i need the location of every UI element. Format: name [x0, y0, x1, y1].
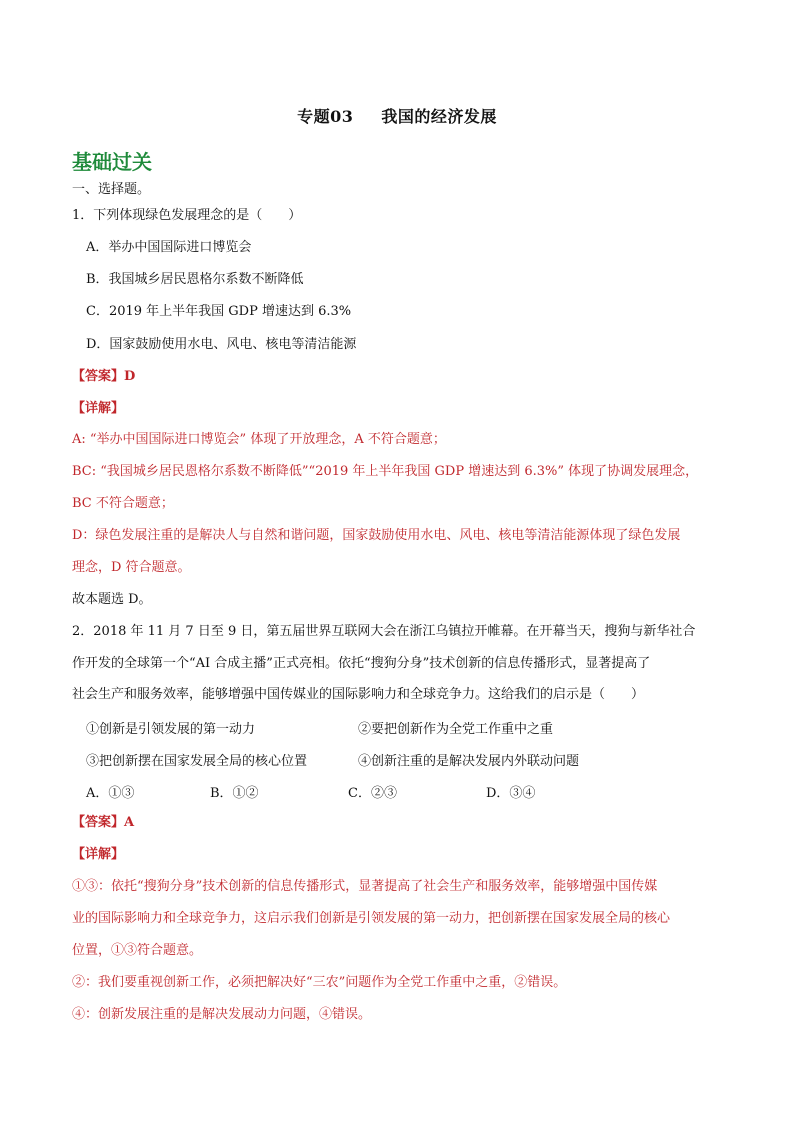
q2-option-c: C．②③ — [348, 786, 397, 801]
q1-detail-line: A: “举办中国国际进口博览会” 体现了开放理念，A 不符合题意； — [72, 432, 446, 447]
q1-option-d: D．国家鼓励使用水电、风电、核电等清洁能源 — [86, 337, 357, 352]
topic-title: 我国的经济发展 — [381, 107, 497, 126]
part-label: 一、选择题。 — [72, 182, 151, 197]
q2-statement-4: ④创新注重的是解决发展内外联动问题 — [358, 754, 580, 769]
page-title — [0, 104, 794, 127]
q2-statement-1: ①创新是引领发展的第一动力 — [86, 722, 256, 737]
answer-value: A — [124, 815, 135, 830]
q2-stem-line: 社会生产和服务效率，能够增强中国传媒业的国际影响力和全球竞争力。这给我们的启示是（ ） — [72, 687, 645, 702]
q1-stem: 1．下列体现绿色发展理念的是（ ） — [72, 208, 302, 223]
q2-detail-line: ①③：依托“搜狗分身”技术创新的信息传播形式，显著提高了社会生产和服务效率，能够增强中国传媒 — [72, 879, 658, 894]
q2-statement-3: ③把创新摆在国家发展全局的核心位置 — [86, 754, 308, 769]
q1-detail-line: D：绿色发展注重的是解决人与自然和谐问题，国家鼓励使用水电、风电、核电等清洁能源体现了绿色发展 — [72, 528, 681, 543]
q2-statement-2: ②要把创新作为全党工作重中之重 — [358, 722, 554, 737]
q1-detail-line: BC: “我国城乡居民恩格尔系数不断降低”“2019 年上半年我国 GDP 增速达到 6.3%” 体现了协调发展理念， — [72, 464, 699, 479]
q2-detail-tag — [72, 846, 124, 864]
q2-detail-line: 业的国际影响力和全球竞争力，这启示我们创新是引领发展的第一动力，把创新摆在国家发展全局的核心 — [72, 911, 671, 926]
q2-option-b: B．①② — [210, 786, 259, 801]
q2-option-a: A．①③ — [86, 786, 135, 801]
q2-detail-line: 位置，①③符合题意。 — [72, 943, 203, 958]
q1-answer — [72, 368, 135, 386]
q2-option-d: D．③④ — [486, 786, 536, 801]
section-title: 基础过关 — [72, 150, 152, 174]
q1-detail-line: 理念，D 符合题意。 — [72, 560, 191, 575]
detail-tag: 【详解】 — [72, 401, 125, 416]
q2-detail-line: ②：我们要重视创新工作，必须把解决好“三农”问题作为全党工作重中之重，②错误。 — [72, 975, 567, 990]
q1-detail-tag — [72, 400, 124, 418]
q2-detail-line: ④：创新发展注重的是解决发展动力问题，④错误。 — [72, 1007, 372, 1022]
answer-tag: 【答案】 — [72, 815, 125, 830]
q2-answer — [72, 814, 134, 832]
topic-number: 专题03 — [297, 107, 354, 126]
detail-tag: 【详解】 — [72, 847, 125, 862]
answer-value: D — [124, 369, 136, 384]
q1-option-a: A．举办中国国际进口博览会 — [86, 240, 252, 255]
q2-stem-line: 2．2018 年 11 月 7 日至 9 日，第五届世界互联网大会在浙江乌镇拉开帷幕。在开幕当天，搜狗与新华社合 — [72, 624, 696, 639]
q1-conclusion: 故本题选 D。 — [72, 592, 152, 607]
q1-option-c: C．2019 年上半年我国 GDP 增速达到 6.3% — [86, 304, 352, 319]
q1-option-b: B．我国城乡居民恩格尔系数不断降低 — [86, 272, 304, 287]
q2-stem-line: 作开发的全球第一个“AI 合成主播”正式亮相。依托“搜狗分身”技术创新的信息传播形式，显著提高了 — [72, 656, 651, 671]
answer-tag: 【答案】 — [72, 369, 125, 384]
q1-detail-line: BC 不符合题意； — [72, 496, 174, 511]
